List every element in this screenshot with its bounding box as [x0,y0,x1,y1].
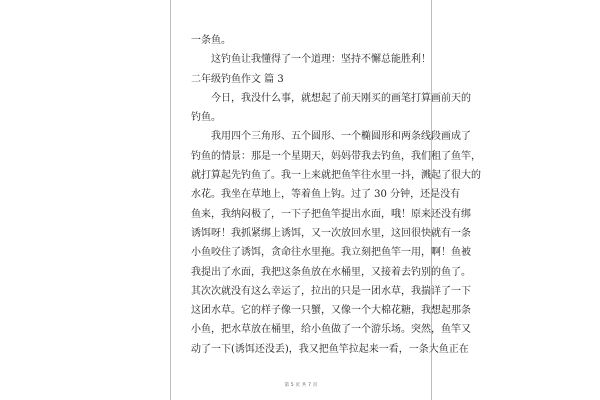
page-footer: 第 5 页 共 7 页 [284,383,318,388]
text-line: 水花。我坐在草地上，等着鱼上钩。过了 30 分钟，还是没有 [191,189,461,201]
text-line: 诱饵呀！我抓紧绑上诱饵，又一次放回水里，这回很快就有一条 [191,227,471,239]
text-line: 这团水草。它的样子像一只蟹，又像一个大棉花糖，我想起那条 [191,305,471,317]
document-body [191,31,481,359]
text-line: 钓鱼的情景：那是一个星期天，妈妈带我去钓鱼，我们租了鱼竿， [191,150,481,162]
text-line: 动了一下(诱饵还没丢)，我又把鱼竿拉起来一看，一条大鱼正在 [191,343,469,355]
text-line: 小鱼咬住了诱饵，贪命往水里拖。我立刻把鱼竿一用，啊！鱼被 [191,247,471,259]
text-line: 今日，我没什么事，就想起了前天刚买的画笔打算画前天的 [211,92,471,104]
text-line: 就打算起先钓鱼了。我一上来就把鱼竿往水里一抖，溅起了很大的 [191,170,481,182]
text-line: 小鱼，把水草放在桶里，给小鱼做了一个游乐场。突然，鱼竿又 [191,324,471,336]
text-line: 这钓鱼让我懂得了一个道理：坚持不懈总能胜利！ [211,54,431,66]
text-line: 我用四个三角形、五个圆形、一个椭圆形和两条线段画成了 [211,131,471,143]
section-heading: 二年级钓鱼作文 篇 3 [191,73,284,85]
text-line: 钓鱼。 [191,112,221,124]
text-line: 一条鱼。 [191,35,231,46]
text-line: 我提出了水面，我把这条鱼放在水桶里，又接着去钓别的鱼了。 [191,266,471,278]
document-page [170,0,481,400]
text-line: 鱼来，我纳闷极了，一下子把鱼竿提出水面，哦！原来还没有绑 [191,208,471,220]
text-line: 其次次就没有这么幸运了，拉出的只是一团水草，我揣详了一下 [191,285,471,297]
